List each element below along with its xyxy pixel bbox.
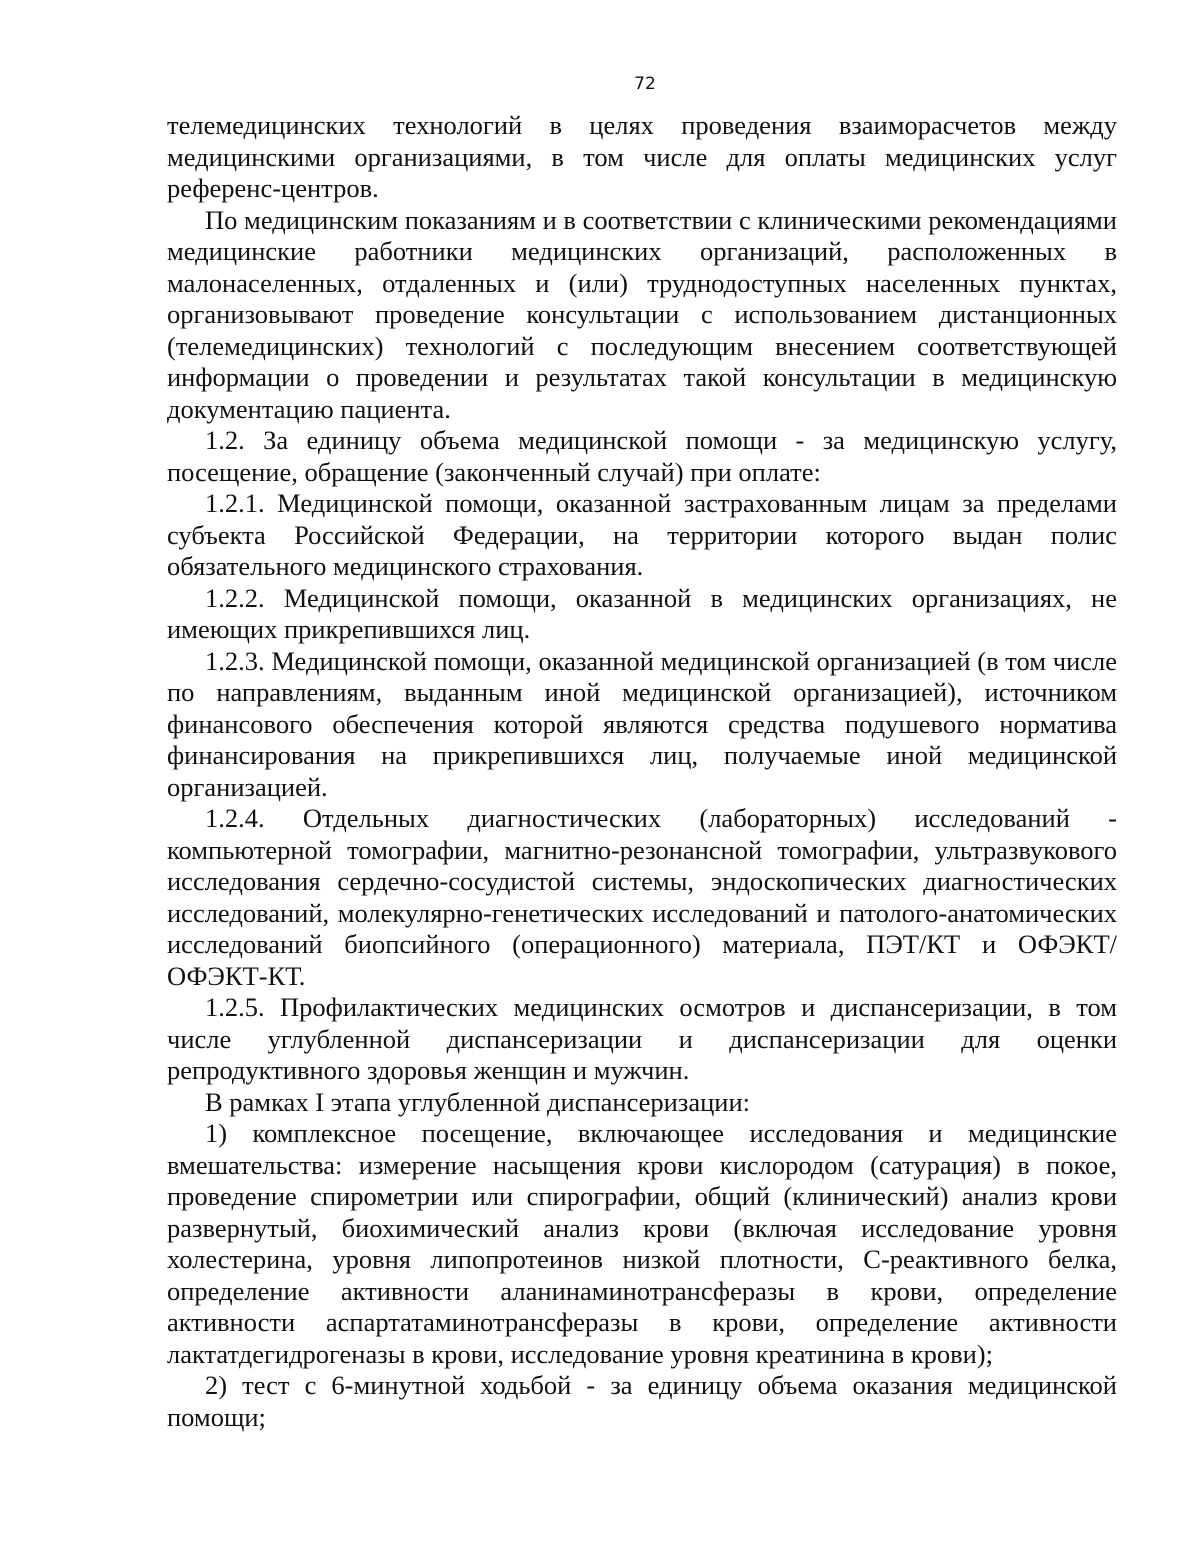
page-number: 72 [634, 74, 656, 94]
paragraph-1-2-3: 1.2.3. Медицинской помощи, оказанной медицинской организацией (в том числе по направлениям, выданным иной медицинской организацией), источником финансового обеспечения которой являются средства подушевого норматива финансирования на прикрепившихся лиц, получаемые иной медицинской организацией. [167, 645, 1117, 802]
list-item-1: 1) комплексное посещение, включающее исследования и медицинские вмешательства: измерение насыщения крови кислородом (сатурация) в покое, проведение спирометрии или спирографии, общий (клинический) анализ крови развернутый, биохимический анализ крови (включая исследование уровня холестерина, уровня липопротеинов низкой плотности, С-реактивного белка, определение активности аланинаминотрансферазы в крови, определение активности аспартатаминотрансферазы в крови, определение активности лактатдегидрогеназы в крови, исследование уровня креатинина в крови); [167, 1118, 1117, 1369]
paragraph-telemedicine-consultation: По медицинским показаниям и в соответствии с клиническими рекомендациями медицинские работники медицинских организаций, расположенных в малонаселенных, отдаленных и (или) труднодоступных населенных пунктах, организовывают проведение консультации с использованием дистанционных (телемедицинских) технологий с последующим внесением соответствующей информации о проведении и результатах такой консультации в медицинскую документацию пациента. [167, 204, 1117, 424]
paragraph-1-2-1: 1.2.1. Медицинской помощи, оказанной застрахованным лицам за пределами субъекта Российской Федерации, на территории которого выдан полис обязательного медицинского страхования. [167, 488, 1117, 581]
document-body [167, 110, 1117, 1433]
paragraph-1-2-5: 1.2.5. Профилактических медицинских осмотров и диспансеризации, в том числе углубленной диспансеризации и диспансеризации для оценки репродуктивного здоровья женщин и мужчин. [167, 992, 1117, 1085]
paragraph-1-2: 1.2. За единицу объема медицинской помощи - за медицинскую услугу, посещение, обращение (законченный случай) при оплате: [167, 425, 1117, 487]
list-item-2: 2) тест с 6-минутной ходьбой - за единицу объема оказания медицинской помощи; [167, 1370, 1117, 1432]
paragraph-1-2-4: 1.2.4. Отдельных диагностических (лабораторных) исследований - компьютерной томографии, магнитно-резонансной томографии, ультразвукового исследования сердечно-сосудистой системы, эндоскопических диагностических исследований, молекулярно-генетических исследований и патолого-анатомических исследований биопсийного (операционного) материала, ПЭТ/КТ и ОФЭКТ/ОФЭКТ-КТ. [167, 803, 1117, 991]
paragraph-continuation: телемедицинских технологий в целях проведения взаиморасчетов между медицинскими организациями, в том числе для оплаты медицинских услуг референс-центров. [167, 110, 1117, 203]
paragraph-1-2-2: 1.2.2. Медицинской помощи, оказанной в медицинских организациях, не имеющих прикрепившихся лиц. [167, 582, 1117, 644]
paragraph-stage-one: В рамках I этапа углубленной диспансеризации: [205, 1086, 750, 1117]
